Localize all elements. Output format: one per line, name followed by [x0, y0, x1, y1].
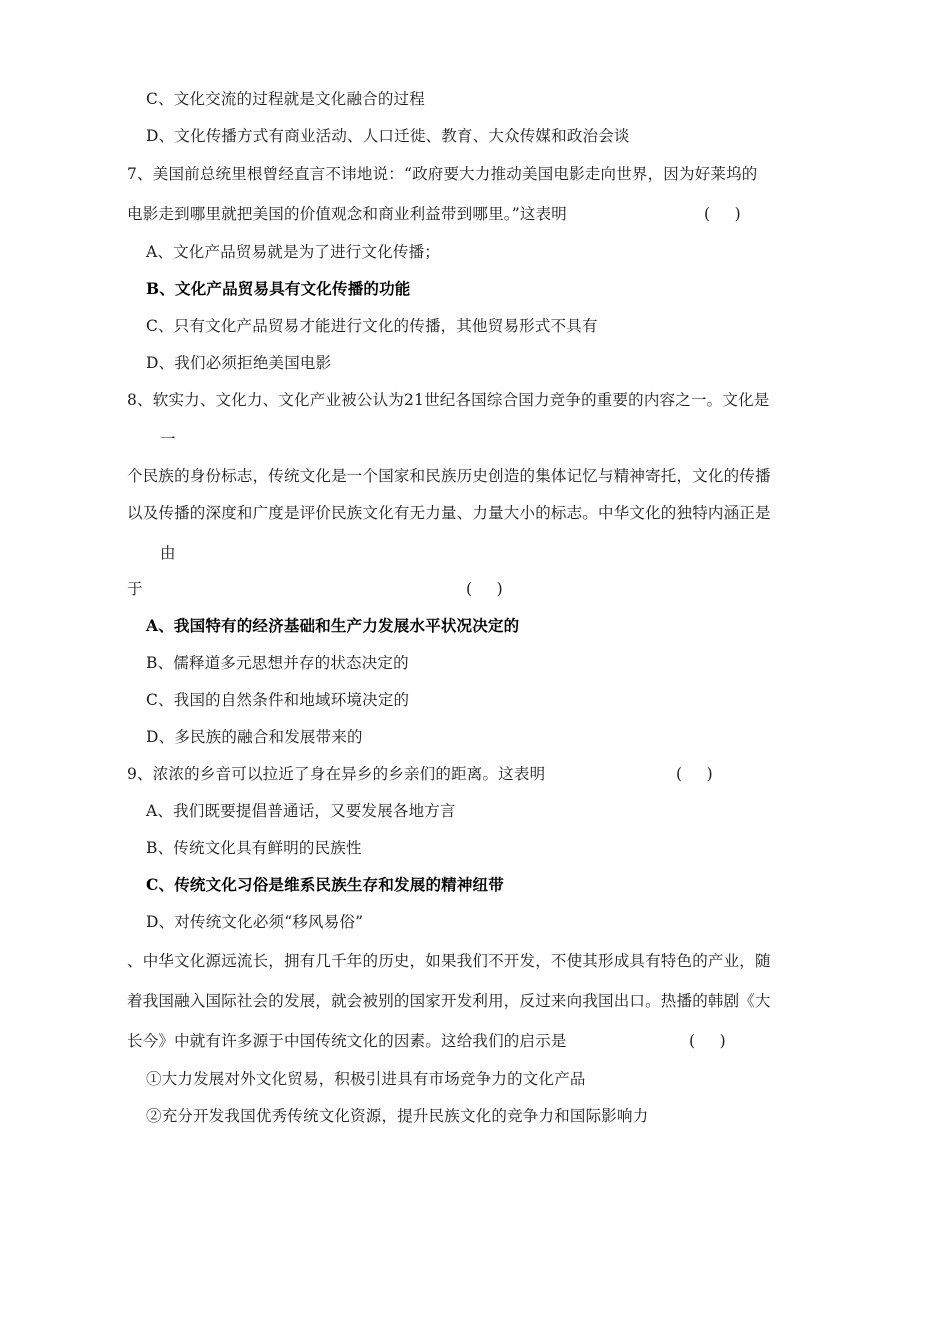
- q8-stem-line-2: 个民族的身份标志，传统文化是一个国家和民族历史创造的集体记忆与精神寄托，文化的传播: [127, 467, 771, 485]
- q10-option-1: ①大力发展对外文化贸易，积极引进具有市场竞争力的文化产品: [146, 1070, 586, 1088]
- q8-option-b: B、儒释道多元思想并存的状态决定的: [146, 654, 409, 672]
- q10-answer-blank: ( ): [689, 1032, 726, 1050]
- q9-option-d: D、对传统文化必须“移风易俗”: [146, 913, 364, 931]
- q7-option-d: D、我们必须拒绝美国电影: [146, 354, 332, 372]
- q8-answer-blank: ( ): [466, 580, 503, 598]
- q7-option-a: A、文化产品贸易就是为了进行文化传播；: [146, 243, 440, 261]
- q6-option-c: C、文化交流的过程就是文化融合的过程: [146, 90, 425, 108]
- q10-option-2: ②充分开发我国优秀传统文化资源，提升民族文化的竞争力和国际影响力: [146, 1107, 649, 1125]
- q7-stem-line-1: 7、美国前总统里根曾经直言不讳地说：“政府要大力推动美国电影走向世界，因为好莱坞的: [127, 165, 758, 183]
- q7-answer-blank: ( ): [704, 205, 741, 223]
- q8-option-d: D、多民族的融合和发展带来的: [146, 728, 363, 746]
- q9-option-b: B、传统文化具有鲜明的民族性: [146, 839, 362, 857]
- q10-stem-line-3: 长今》中就有许多源于中国传统文化的因素。这给我们的启示是: [127, 1032, 567, 1050]
- q8-stem-line-3b: 由: [160, 544, 176, 562]
- q9-option-c: C、传统文化习俗是维系民族生存和发展的精神纽带: [146, 875, 504, 894]
- q10-stem-line-1: 、中华文化源远流长，拥有几千年的历史，如果我们不开发，不使其形成具有特色的产业，随: [127, 952, 771, 970]
- q9-answer-blank: ( ): [676, 765, 713, 783]
- q8-stem-line-1b: 一: [160, 430, 176, 448]
- q7-option-b: B、文化产品贸易具有文化传播的功能: [146, 279, 411, 298]
- q8-option-c: C、我国的自然条件和地域环境决定的: [146, 691, 410, 709]
- q9-stem: 9、浓浓的乡音可以拉近了身在异乡的乡亲们的距离。这表明: [127, 765, 546, 783]
- q8-stem-line-4: 于: [127, 580, 143, 598]
- q8-stem-line-3: 以及传播的深度和广度是评价民族文化有无力量、力量大小的标志。中华文化的独特内涵正是: [127, 504, 771, 522]
- q9-option-a: A、我们既要提倡普通话，又要发展各地方言: [146, 802, 456, 820]
- q8-stem-line-1: 8、软实力、文化力、文化产业被公认为21世纪各国综合国力竞争的重要的内容之一。文化是: [127, 391, 770, 409]
- q8-option-a: A、我国特有的经济基础和生产力发展水平状况决定的: [146, 616, 520, 635]
- q10-stem-line-2: 着我国融入国际社会的发展，就会被别的国家开发利用，反过来向我国出口。热播的韩剧《大: [127, 992, 771, 1010]
- q7-stem-line-2: 电影走到哪里就把美国的价值观念和商业利益带到哪里。”这表明: [127, 205, 567, 223]
- q7-option-c: C、只有文化产品贸易才能进行文化的传播，其他贸易形式不具有: [146, 317, 598, 335]
- q6-option-d: D、文化传播方式有商业活动、人口迁徙、教育、大众传媒和政治会谈: [146, 127, 630, 145]
